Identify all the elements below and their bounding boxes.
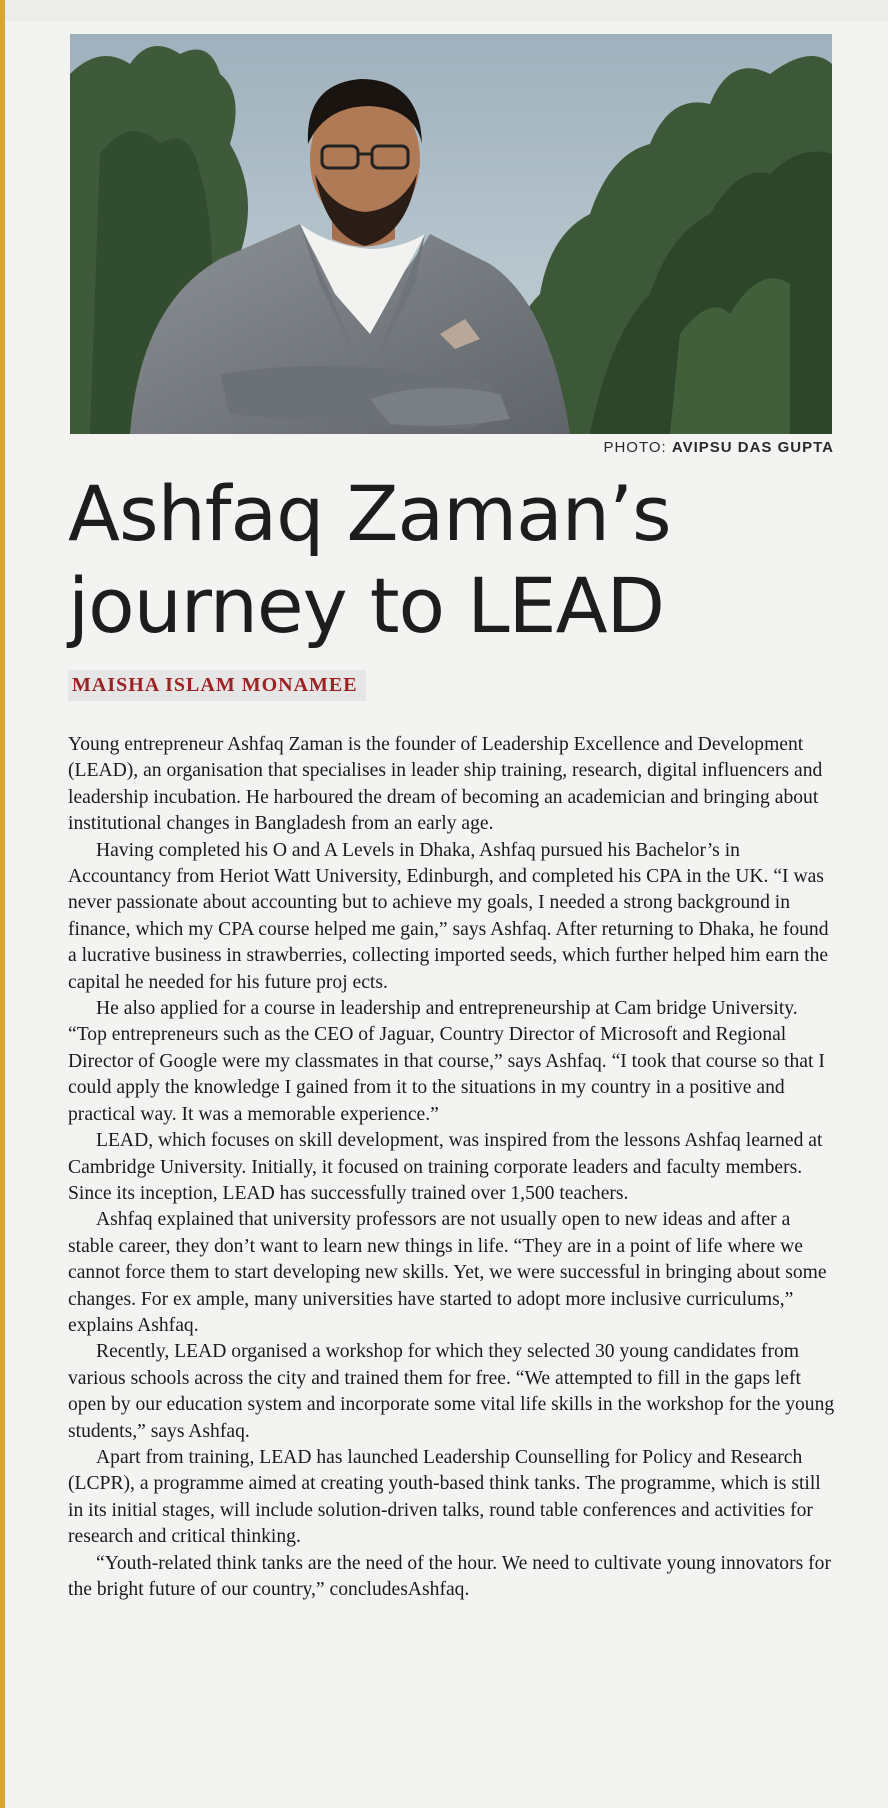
article-paragraph: Ashfaq explained that university professors are not usually open to new ideas and after a stable career, they don’t want to learn new things in life. “They are in a point of life where we cannot force them to start developing new skills. Yet, we were successful in bringing about some changes. For ex ample, many universities have started to adopt more inclusive curriculums,” explains Ashfaq. — [68, 1209, 827, 1336]
byline: MAISHA ISLAM MONAMEE — [68, 670, 366, 701]
photo-credit-prefix: PHOTO: — [603, 439, 667, 456]
article-paragraph: He also applied for a course in leadership and entrepreneurship at Cam bridge University. “Top entrepreneurs such as the CEO of Jaguar, Country Director of Microsoft and Regional Director of Google were my classmates in that course,” says Ashfaq. “I took that course so that I could apply the knowledge I gained from it to the situations in my country in a positive and practical way. It was a memorable experience.” — [68, 998, 825, 1125]
article-paragraph: Apart from training, LEAD has launched Leadership Counselling for Policy and Research (LCPR), a programme aimed at creating youth-based think tanks. The programme, which is still in its initial stages, will include solution-driven talks, round table conferences and activities for research and critical thinking. — [68, 1446, 821, 1548]
article-paragraph: “Youth-related think tanks are the need of the hour. We need to cultivate young innovators for the bright future of our country,” concludesAshfaq. — [68, 1552, 831, 1600]
photo-credit — [603, 439, 834, 456]
page-top-edge — [5, 0, 888, 22]
photo-credit-name: AVIPSU DAS GUPTA — [671, 439, 834, 456]
article-body — [68, 732, 840, 1603]
article-paragraph: Recently, LEAD organised a workshop for which they selected 30 young candidates from various schools across the city and trained them for free. “We attempted to fill in the gaps left open by our education system and incorporate some vital life skills in the workshop for the young students,” says Ashfaq. — [68, 1341, 835, 1442]
accent-rule — [0, 0, 5, 1808]
article-paragraph: Having completed his O and A Levels in Dhaka, Ashfaq pursued his Bachelor’s in Accountancy from Heriot Watt University, Edinburgh, and completed his CPA in the UK. “I was never passionate about accounting but to achieve my goals, I needed a strong background in finance, which my CPA course helped me gain,” says Ashfaq. After returning to Dhaka, he found a lucrative business in strawberries, collecting imported seeds, which further helped him earn the capital he needed for his future proj ects. — [68, 839, 829, 993]
headline: Ashfaq Zaman’s journey to LEAD — [68, 469, 671, 650]
article-paragraph: LEAD, which focuses on skill development, was inspired from the lessons Ashfaq learned at Cambridge University. Initially, it focused on training corporate leaders and faculty members. Since its inception, LEAD has successfully trained over 1,500 teachers. — [68, 1130, 823, 1204]
article-paragraph: Young entrepreneur Ashfaq Zaman is the founder of Leadership Excellence and Development (LEAD), an organisation that specialises in leader ship training, research, digital influencers and leadership incubation. He harboured the dream of becoming an academician and bringing about institutional changes in Bangladesh from an early age. — [68, 734, 823, 835]
portrait-photo — [70, 34, 832, 434]
